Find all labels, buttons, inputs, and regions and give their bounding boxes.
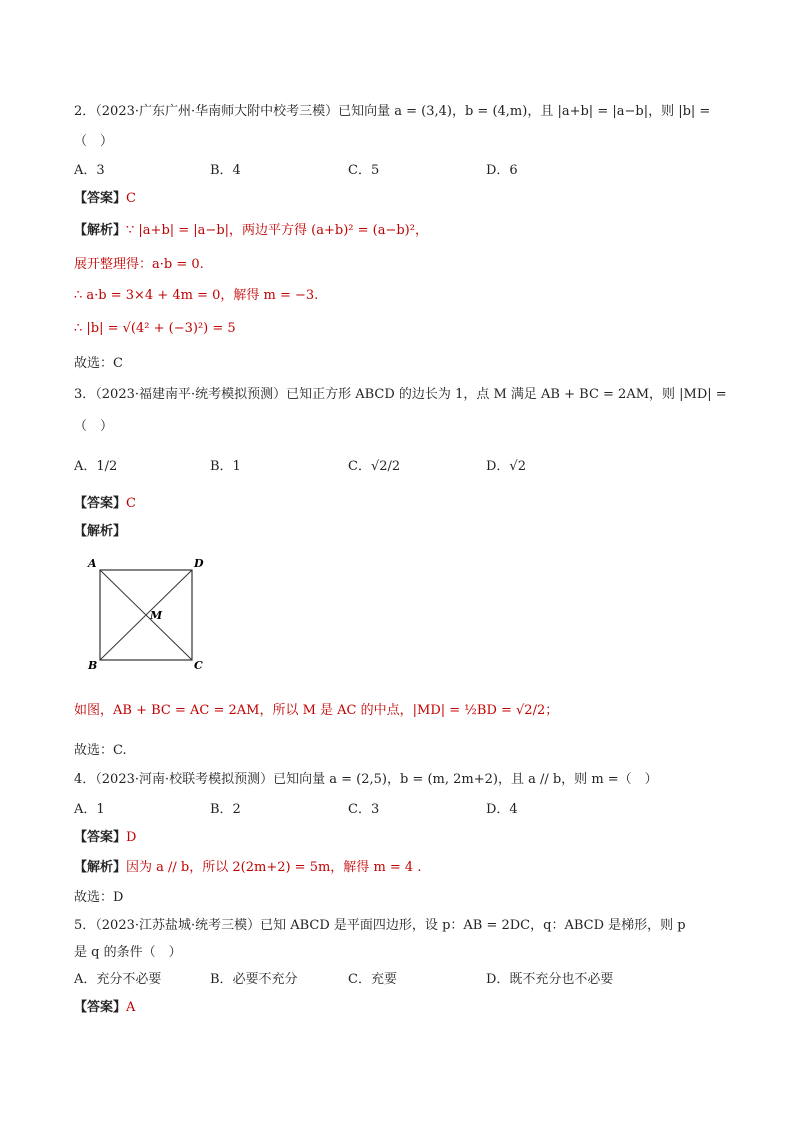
q4-analysis-line1: 因为 a // b，所以 2(2m+2) = 5m，解得 m = 4 . [126, 860, 422, 875]
q2-analysis-label: 【解析】 [74, 223, 127, 238]
vertex-label-a: A [88, 557, 97, 570]
q5-option-c: C．充要 [348, 972, 397, 987]
q3-answer-label: 【答案】 [74, 496, 127, 511]
q4-analysis-row [74, 859, 421, 877]
q2-option-c: C．5 [348, 163, 380, 178]
q4-analysis-label: 【解析】 [74, 860, 127, 875]
q5-answer-label: 【答案】 [74, 1000, 127, 1015]
q3-option-c: C．√2/2 [348, 459, 401, 474]
q3-stem-line1: 3．（2023·福建南平·统考模拟预测）已知正方形 ABCD 的边长为 1，点 M 满足 AB + BC = 2AM，则 |MD| = [74, 387, 727, 402]
q2-answer-value: C [126, 191, 136, 206]
q2-stem-line2: （ ） [74, 134, 114, 149]
q3-choose-text: 故选：C. [74, 743, 127, 758]
q5-stem-line2: 是 q 的条件（ ） [74, 945, 182, 960]
q2-analysis-line2: 展开整理得：a·b = 0. [74, 257, 204, 272]
q2-answer-label: 【答案】 [74, 191, 127, 206]
q3-answer-value: C [126, 496, 136, 511]
q2-stem-line1: 2．（2023·广东广州·华南师大附中校考三模）已知向量 a = (3,4)，b = (4,m)，且 |a+b| = |a−b|，则 |b| = [74, 104, 711, 119]
q5-option-a: A．充分不必要 [74, 972, 162, 987]
q2-answer [74, 190, 136, 208]
q2-option-d: D．6 [486, 163, 518, 178]
q4-choose-text: 故选：D [74, 890, 124, 905]
q4-answer-value: D [126, 830, 137, 845]
q3-analysis [74, 523, 126, 541]
q3-answer [74, 495, 136, 513]
q3-explain-line: 如图，AB + BC = AC = 2AM，所以 M 是 AC 的中点，|MD| = ½BD = √2/2； [74, 703, 559, 718]
q2-choose-text: 故选：C [74, 356, 123, 371]
vertex-label-c: C [194, 659, 203, 672]
q3-choose [74, 742, 127, 760]
square-figure [82, 555, 212, 675]
q4-option-d: D．4 [486, 802, 518, 817]
q2-analysis-row1 [74, 222, 428, 240]
q4-answer-label: 【答案】 [74, 830, 127, 845]
q4-option-b: B．2 [210, 802, 241, 817]
q4-answer [74, 829, 136, 847]
q3-option-d: D．√2 [486, 459, 526, 474]
q3-analysis-label: 【解析】 [74, 524, 127, 539]
q5-answer-value: A [126, 1000, 136, 1015]
q2-analysis-line3: ∴ a·b = 3×4 + 4m = 0，解得 m = −3. [74, 288, 319, 303]
q2-analysis-line1: ∵ |a+b| = |a−b|，两边平方得 (a+b)² = (a−b)²， [126, 223, 428, 238]
q5-stem-line1: 5．（2023·江苏盐城·统考三模）已知 ABCD 是平面四边形，设 p：AB = 2DC，q：ABCD 是梯形，则 p [74, 918, 686, 933]
q4-option-c: C．3 [348, 802, 380, 817]
q5-option-b: B．必要不充分 [210, 972, 298, 987]
q2-option-a: A．3 [74, 163, 105, 178]
q2-analysis-line4: ∴ |b| = √(4² + (−3)²) = 5 [74, 321, 236, 336]
q4-stem-line1: 4．（2023·河南·校联考模拟预测）已知向量 a = (2,5)，b = (m, 2m+2)，且 a // b，则 m =（ ） [74, 772, 658, 787]
q4-choose [74, 889, 123, 907]
q2-option-b: B．4 [210, 163, 241, 178]
q5-option-d: D．既不充分也不必要 [486, 972, 614, 987]
q4-option-a: A．1 [74, 802, 105, 817]
vertex-label-b: B [88, 659, 98, 672]
q3-stem-line2: （ ） [74, 419, 114, 434]
midpoint-label-m: M [150, 609, 163, 622]
q3-option-b: B．1 [210, 459, 241, 474]
q2-choose [74, 355, 123, 373]
vertex-label-d: D [194, 557, 204, 570]
q5-answer [74, 999, 135, 1017]
q3-option-a: A．1/2 [74, 459, 118, 474]
